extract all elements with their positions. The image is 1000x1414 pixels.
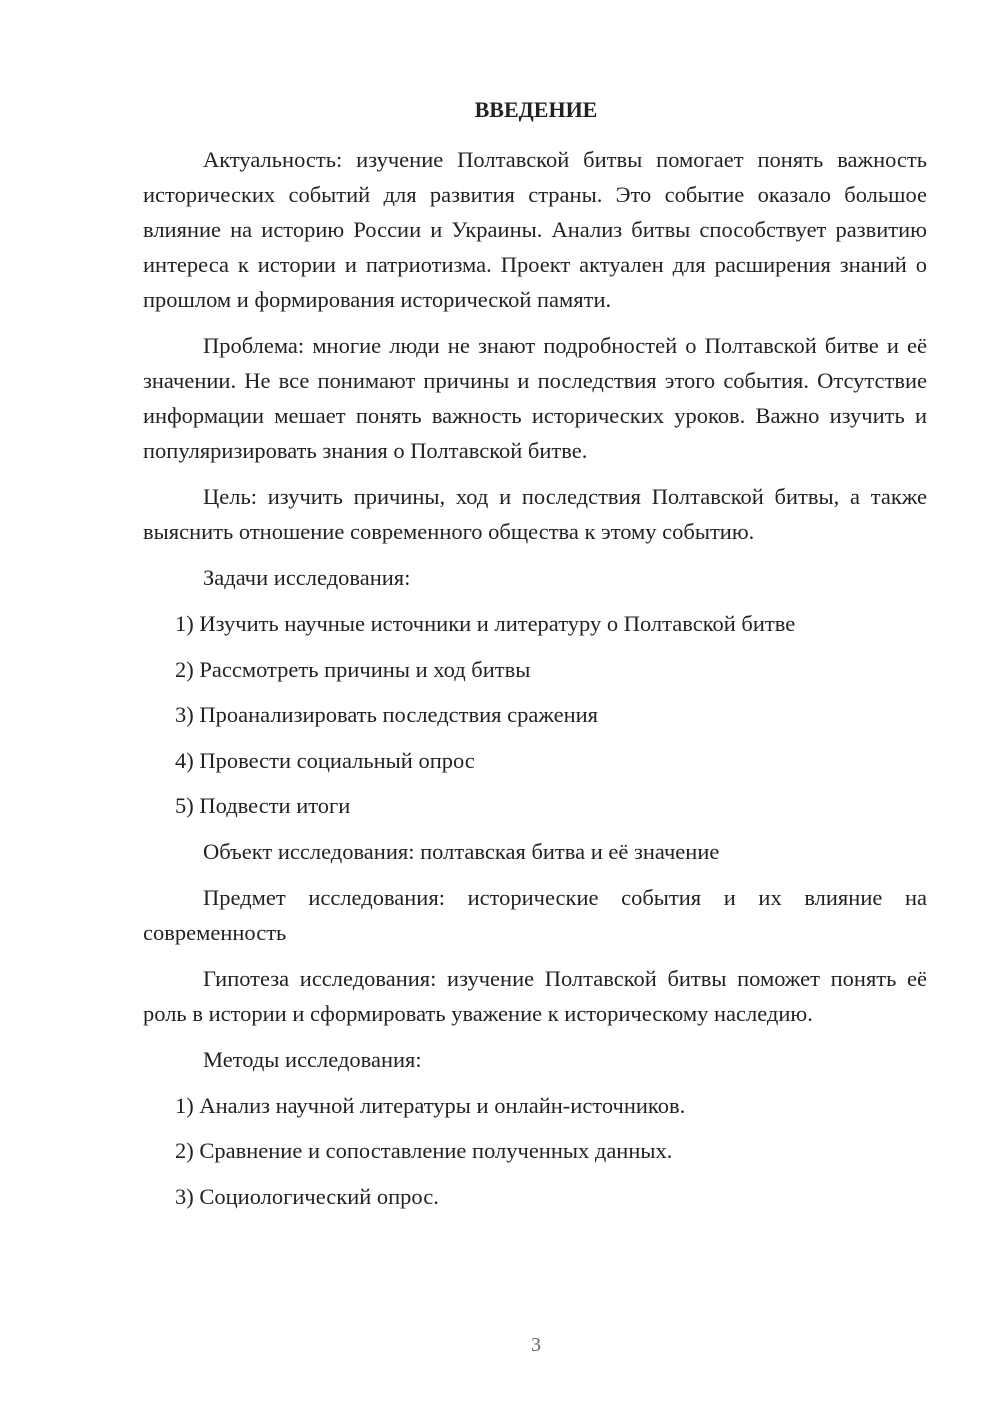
goal-paragraph: Цель: изучить причины, ход и последствия Полтавской битвы, а также выяснить отношение современного общества к этому событию. — [143, 484, 927, 544]
object-paragraph: Объект исследования: полтавская битва и её значение — [203, 838, 720, 864]
problem-paragraph: Проблема: многие люди не знают подробностей о Полтавской битве и её значении. Не все понимают причины и последствия этого события. Отсутствие информации мешает понять важность исторических уроков. Важно изучить и популяризировать знания о Полтавской битве. — [143, 333, 927, 463]
task-item: 2) Рассмотреть причины и ход битвы — [175, 656, 531, 682]
method-item: 3) Социологический опрос. — [175, 1183, 439, 1209]
method-item: 1) Анализ научной литературы и онлайн-источников. — [175, 1092, 686, 1118]
task-item: 4) Провести социальный опрос — [175, 747, 475, 773]
relevance-paragraph: Актуальность: изучение Полтавской битвы помогает понять важность исторических событий для развития страны. Это событие оказало большое влияние на историю России и Украины. Анализ битвы способствует развитию интереса к истории и патриотизма. Проект актуален для расширения знаний о прошлом и формирования исторической памяти. — [143, 147, 927, 312]
hypothesis-paragraph: Гипотеза исследования: изучение Полтавской битвы поможет понять её роль в истории и сформировать уважение к историческому наследию. — [143, 965, 927, 1026]
task-item: 1) Изучить научные источники и литературу о Полтавской битве — [175, 611, 796, 636]
document-body — [143, 142, 927, 1224]
task-item: 3) Проанализировать последствия сражения — [175, 702, 599, 727]
tasks-heading: Задачи исследования: — [203, 565, 411, 590]
page-title: ВВЕДЕНИЕ — [474, 97, 598, 122]
subject-paragraph: Предмет исследования: исторические события и их влияние на современность — [143, 884, 927, 945]
task-item: 5) Подвести итоги — [175, 793, 351, 818]
page-number: 3 — [531, 1334, 541, 1356]
methods-heading: Методы исследования: — [203, 1046, 422, 1072]
method-item: 2) Сравнение и сопоставление полученных данных. — [175, 1138, 673, 1163]
